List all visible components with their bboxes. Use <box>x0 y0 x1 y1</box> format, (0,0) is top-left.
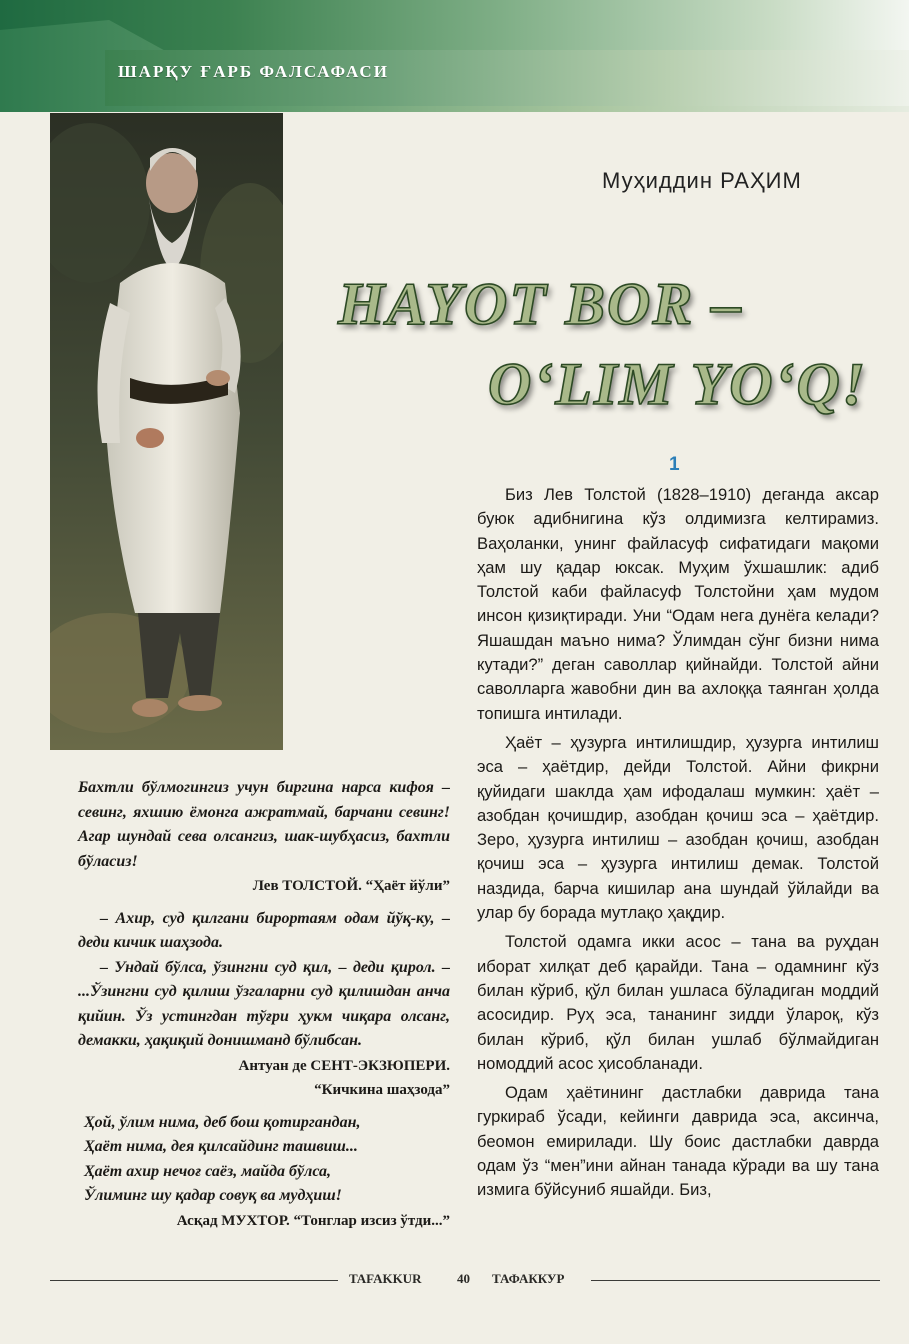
paragraph: Биз Лев Толстой (1828–1910) деганда аксар буюк адибнигина кўз олдимизга келтирамиз. Ваҳоланки, унинг файласуф сифатидаги мақоми ҳам шу қадар юксак. Муҳим ўхшашлик: адиб Толстой каби файласуф Толстойни ҳам мудом инсон қизиқтиради. Уни “Одам нега дунёга келади? Яшашдан маъно нима? Ўлимдан сўнг бизни нима кутади?” деган саволлар қийнайди. Толстой айни саволларга жавобни дин ва ахлоққа таянган ҳолда топишга интилади. <box>477 485 879 723</box>
quote-exupery-line: – Ахир, суд қилгани бирортаям одам йўқ-ку, – деди кичик шаҳзода. <box>78 909 450 951</box>
footer-magazine-cyrillic: ТАФАККУР <box>492 1271 565 1286</box>
page-footer <box>50 1271 880 1291</box>
paragraph: Толстой одамга икки асос – тана ва руҳдан иборат хилқат деб қарайди. Тана – одамнинг кўз билан кўриб, қўл билан ушласа бўладиган моддий асосидир. Руҳ эса, тананинг зидди ўлароқ, кўз билан кўриб, қўл билан ушлаб бўлмайдиган номоддий асос ҳисобланади. <box>477 932 879 1073</box>
article-title-line-2: O‘LIM YO‘Q! <box>488 351 868 417</box>
header-band <box>0 0 909 112</box>
epigraphs <box>78 776 450 1233</box>
section-title: ШАРҚУ ҒАРБ ФАЛСАФАСИ <box>118 62 389 81</box>
page-number: 40 <box>457 1271 470 1286</box>
footer-rule <box>50 1280 338 1281</box>
quote-attribution: Асқад МУХТОР. “Тонглар изсиз ўтди...” <box>176 1212 450 1229</box>
quote-attribution: Антуан де СЕНТ-ЭКЗЮПЕРИ. <box>238 1057 450 1074</box>
author-name: Муҳиддин РАҲИМ <box>602 168 802 193</box>
quote-attribution: Лев ТОЛСТОЙ. “Ҳаёт йўли” <box>252 878 450 894</box>
quote-attribution: “Кичкина шаҳзода” <box>314 1082 450 1098</box>
poem-line: Ҳаёт ахир нечоғ саёз, майда бўлса, <box>84 1162 332 1180</box>
poem-line: Ҳой, ўлим нима, деб бош қотиргандан, <box>84 1113 361 1131</box>
quote-exupery-line: – Ундай бўлса, ўзингни суд қил, – деди қирол. – ...Ўзингни суд қилиш ўзгаларни суд қилишдан анча қийин. Ўз устингдан тўғри ҳукм чиқара олсанг, демакки, ҳақиқий донишманд бўлибсан. <box>78 958 450 1049</box>
poem-line: Ҳаёт нима, дея қилсайдинг ташвиш... <box>84 1138 358 1155</box>
paragraph: Ҳаёт – ҳузурга интилишдир, ҳузурга интилиш эса – ҳаётдир, дейди Толстой. Айни фикрни қуйидаги шаклда ҳам ифодалаш мумкин: ҳаёт – азобдан қочишдир, азобдан қочиш эса – ҳаётдир. Зеро, ҳузурга интилиш – азобдан қочиш, азобдан қочиш эса – ҳузурга интилиш демак. Толстой наздида, барча кишилар ана шундай ўйлайди ва улар бу борада мутлақо ҳақдир. <box>477 732 879 923</box>
quote-tolstoy: Бахтли бўлмогингиз учун биргина нарса кифоя – севинг, яхшию ёмонга ажратмай, барчани севинг! Агар шундай сева олсангиз, шак-шубҳасиз, бахтли бўласиз! <box>78 779 450 870</box>
article-title-line-1: HAYOT BOR – <box>338 271 744 337</box>
footer-rule <box>591 1280 880 1281</box>
paragraph: Одам ҳаётининг дастлабки даврида тана гуркираб ўсади, кейинги даврида эса, аксинча, беомон емирилади. Шу боис дастлабки даврда одам ўз “мен”ини айнан танада кўради ва шу тана измига бўйсуниб яшайди. Биз, <box>477 1083 879 1200</box>
poem-line: Ўлиминг шу қадар совуқ ва мудҳиш! <box>84 1187 342 1204</box>
footer-magazine-latin: TAFAKKUR <box>349 1271 422 1286</box>
article-body <box>477 483 879 1208</box>
header-top-strip <box>0 0 909 50</box>
section-number: 1 <box>669 454 680 475</box>
tolstoy-portrait <box>50 113 283 750</box>
